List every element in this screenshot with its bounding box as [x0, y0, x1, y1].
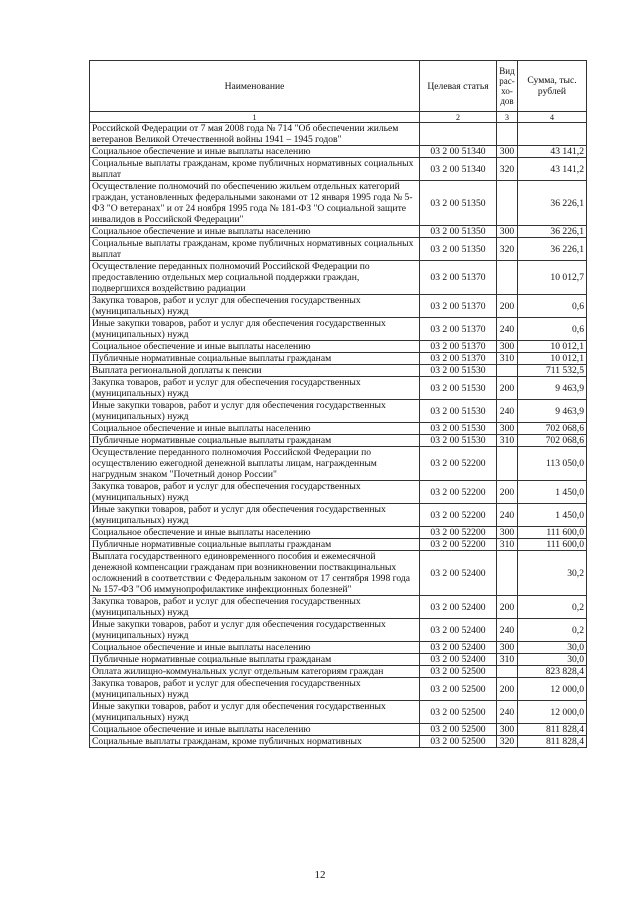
page-number: 12 — [314, 869, 326, 881]
row-code-cell: 03 2 00 51370 — [420, 341, 497, 353]
row-code-cell: 03 2 00 51350 — [420, 226, 497, 238]
row-code-cell: 03 2 00 51350 — [420, 181, 497, 226]
table-row — [90, 619, 587, 642]
table-body — [90, 123, 587, 748]
row-sum-cell: 36 226,1 — [518, 238, 587, 261]
table-row — [90, 295, 587, 318]
row-type-cell — [497, 181, 518, 226]
row-code-cell: 03 2 00 52200 — [420, 481, 497, 504]
row-type-cell: 240 — [497, 701, 518, 724]
table-row — [90, 447, 587, 481]
row-name-cell: Иные закупки товаров, работ и услуг для обеспечения государственных (муниципальных) нужд — [90, 701, 420, 724]
row-code-cell: 03 2 00 51530 — [420, 365, 497, 377]
table-row — [90, 123, 587, 146]
row-type-cell: 200 — [497, 377, 518, 400]
row-name-cell: Социальные выплаты гражданам, кроме публичных нормативных социальных выплат — [90, 158, 420, 181]
row-code-cell: 03 2 00 51370 — [420, 353, 497, 365]
table-row — [90, 642, 587, 654]
row-name-cell: Социальное обеспечение и иные выплаты населению — [90, 527, 420, 539]
row-type-cell: 320 — [497, 238, 518, 261]
row-sum-cell: 0,6 — [518, 318, 587, 341]
table-row — [90, 736, 587, 748]
row-name-cell: Иные закупки товаров, работ и услуг для обеспечения государственных (муниципальных) нужд — [90, 619, 420, 642]
row-type-cell — [497, 447, 518, 481]
row-sum-cell: 111 600,0 — [518, 527, 587, 539]
row-name-cell: Иные закупки товаров, работ и услуг для обеспечения государственных (муниципальных) нужд — [90, 400, 420, 423]
row-type-cell — [497, 365, 518, 377]
row-name-cell: Оплата жилищно-коммунальных услуг отдельным категориям граждан — [90, 666, 420, 678]
row-code-cell: 03 2 00 51340 — [420, 146, 497, 158]
table-row — [90, 181, 587, 226]
row-code-cell: 03 2 00 52200 — [420, 447, 497, 481]
table-row — [90, 146, 587, 158]
row-type-cell: 320 — [497, 736, 518, 748]
row-code-cell: 03 2 00 52500 — [420, 678, 497, 701]
row-code-cell: 03 2 00 51370 — [420, 261, 497, 295]
column-number: 4 — [518, 112, 587, 123]
header-code: Целевая статья — [420, 61, 497, 112]
row-sum-cell: 36 226,1 — [518, 226, 587, 238]
row-name-cell: Социальное обеспечение и иные выплаты населению — [90, 642, 420, 654]
row-code-cell: 03 2 00 51370 — [420, 318, 497, 341]
table-row — [90, 596, 587, 619]
row-name-cell: Осуществление переданного полномочия Российской Федерации по осуществлению ежегодной денежной выплаты лицам, награжденным нагрудным знаком "Почетный донор России" — [90, 447, 420, 481]
row-code-cell: 03 2 00 52400 — [420, 619, 497, 642]
row-type-cell: 300 — [497, 423, 518, 435]
row-code-cell: 03 2 00 51530 — [420, 423, 497, 435]
row-name-cell: Закупка товаров, работ и услуг для обеспечения государственных (муниципальных) нужд — [90, 377, 420, 400]
row-code-cell: 03 2 00 51530 — [420, 435, 497, 447]
row-name-cell: Закупка товаров, работ и услуг для обеспечения государственных (муниципальных) нужд — [90, 678, 420, 701]
row-type-cell: 240 — [497, 504, 518, 527]
row-name-cell: Выплата региональной доплаты к пенсии — [90, 365, 420, 377]
row-code-cell: 03 2 00 51370 — [420, 295, 497, 318]
column-number: 3 — [497, 112, 518, 123]
table-row — [90, 435, 587, 447]
row-name-cell: Осуществление переданных полномочий Российской Федерации по предоставлению отдельных мер социальной поддержки граждан, подвергшихся воздействию радиации — [90, 261, 420, 295]
row-sum-cell: 113 050,0 — [518, 447, 587, 481]
row-code-cell — [420, 123, 497, 146]
row-name-cell: Социальные выплаты гражданам, кроме публичных нормативных социальных выплат — [90, 238, 420, 261]
row-type-cell: 300 — [497, 341, 518, 353]
header-type: Вид рас-хо-дов — [497, 61, 518, 112]
row-type-cell: 300 — [497, 527, 518, 539]
row-code-cell: 03 2 00 51340 — [420, 158, 497, 181]
column-number: 1 — [90, 112, 420, 123]
row-code-cell: 03 2 00 51530 — [420, 377, 497, 400]
row-sum-cell: 711 532,5 — [518, 365, 587, 377]
row-code-cell: 03 2 00 52500 — [420, 701, 497, 724]
row-code-cell: 03 2 00 51350 — [420, 238, 497, 261]
row-type-cell — [497, 261, 518, 295]
row-sum-cell: 43 141,2 — [518, 146, 587, 158]
row-name-cell: Российской Федерации от 7 мая 2008 года № 714 "Об обеспечении жильем ветеранов Великой Отечественной войны 1941 – 1945 годов" — [90, 123, 420, 146]
row-sum-cell: 111 600,0 — [518, 539, 587, 551]
row-name-cell: Иные закупки товаров, работ и услуг для обеспечения государственных (муниципальных) нужд — [90, 504, 420, 527]
row-name-cell: Иные закупки товаров, работ и услуг для обеспечения государственных (муниципальных) нужд — [90, 318, 420, 341]
row-code-cell: 03 2 00 52400 — [420, 642, 497, 654]
table-row — [90, 226, 587, 238]
row-code-cell: 03 2 00 52200 — [420, 504, 497, 527]
row-code-cell: 03 2 00 52500 — [420, 736, 497, 748]
row-sum-cell: 43 141,2 — [518, 158, 587, 181]
table-row — [90, 158, 587, 181]
table-row — [90, 551, 587, 596]
table-row — [90, 539, 587, 551]
row-code-cell: 03 2 00 52400 — [420, 551, 497, 596]
row-name-cell: Социальное обеспечение и иные выплаты населению — [90, 226, 420, 238]
row-name-cell: Социальное обеспечение и иные выплаты населению — [90, 423, 420, 435]
table-row — [90, 318, 587, 341]
table-row — [90, 654, 587, 666]
table-row — [90, 504, 587, 527]
row-name-cell: Закупка товаров, работ и услуг для обеспечения государственных (муниципальных) нужд — [90, 596, 420, 619]
table-row — [90, 353, 587, 365]
row-type-cell: 310 — [497, 435, 518, 447]
row-code-cell: 03 2 00 52200 — [420, 539, 497, 551]
row-sum-cell: 30,0 — [518, 654, 587, 666]
row-sum-cell: 0,6 — [518, 295, 587, 318]
row-code-cell: 03 2 00 52500 — [420, 666, 497, 678]
row-type-cell: 300 — [497, 724, 518, 736]
row-type-cell: 200 — [497, 295, 518, 318]
row-name-cell: Социальное обеспечение и иные выплаты населению — [90, 341, 420, 353]
table-row — [90, 666, 587, 678]
row-type-cell: 310 — [497, 539, 518, 551]
table-row — [90, 423, 587, 435]
row-sum-cell: 30,0 — [518, 642, 587, 654]
table-row — [90, 701, 587, 724]
table-row — [90, 341, 587, 353]
row-code-cell: 03 2 00 51530 — [420, 400, 497, 423]
row-name-cell: Публичные нормативные социальные выплаты гражданам — [90, 654, 420, 666]
budget-table — [89, 60, 587, 748]
row-name-cell: Публичные нормативные социальные выплаты гражданам — [90, 539, 420, 551]
row-type-cell: 200 — [497, 678, 518, 701]
row-type-cell: 310 — [497, 353, 518, 365]
row-sum-cell: 30,2 — [518, 551, 587, 596]
row-code-cell: 03 2 00 52400 — [420, 596, 497, 619]
row-type-cell: 240 — [497, 619, 518, 642]
row-type-cell: 240 — [497, 400, 518, 423]
row-sum-cell: 9 463,9 — [518, 377, 587, 400]
row-code-cell: 03 2 00 52400 — [420, 654, 497, 666]
row-sum-cell: 811 828,4 — [518, 736, 587, 748]
row-sum-cell: 1 450,0 — [518, 504, 587, 527]
row-name-cell: Осуществление полномочий по обеспечению жильем отдельных категорий граждан, установленных федеральными законами от 12 января 1995 года № 5-ФЗ "О ветеранах" и от 24 ноября 1995 года № 181-ФЗ "О социальной защите инвалидов в Российской Федерации" — [90, 181, 420, 226]
header-sum: Сумма, тыс. рублей — [518, 61, 587, 112]
table-header-row — [90, 61, 587, 112]
table-row — [90, 261, 587, 295]
row-name-cell: Социальные выплаты гражданам, кроме публичных нормативных — [90, 736, 420, 748]
row-type-cell: 200 — [497, 596, 518, 619]
row-sum-cell: 702 068,6 — [518, 423, 587, 435]
row-type-cell — [497, 123, 518, 146]
row-sum-cell: 10 012,1 — [518, 341, 587, 353]
row-sum-cell: 1 450,0 — [518, 481, 587, 504]
row-sum-cell: 9 463,9 — [518, 400, 587, 423]
table-row — [90, 377, 587, 400]
row-sum-cell: 702 068,6 — [518, 435, 587, 447]
table-row — [90, 365, 587, 377]
row-sum-cell: 811 828,4 — [518, 724, 587, 736]
row-type-cell: 300 — [497, 146, 518, 158]
row-type-cell: 300 — [497, 226, 518, 238]
header-name: Наименование — [90, 61, 420, 112]
row-name-cell: Закупка товаров, работ и услуг для обеспечения государственных (муниципальных) нужд — [90, 481, 420, 504]
column-number-row — [90, 112, 587, 123]
table-row — [90, 481, 587, 504]
row-sum-cell: 12 000,0 — [518, 678, 587, 701]
table-row — [90, 527, 587, 539]
table-row — [90, 238, 587, 261]
table-row — [90, 678, 587, 701]
row-name-cell: Социальное обеспечение и иные выплаты населению — [90, 724, 420, 736]
row-type-cell: 200 — [497, 481, 518, 504]
row-sum-cell: 36 226,1 — [518, 181, 587, 226]
row-sum-cell: 0,2 — [518, 596, 587, 619]
row-name-cell: Закупка товаров, работ и услуг для обеспечения государственных (муниципальных) нужд — [90, 295, 420, 318]
row-sum-cell: 10 012,1 — [518, 353, 587, 365]
row-sum-cell — [518, 123, 587, 146]
row-name-cell: Выплата государственного единовременного пособия и ежемесячной денежной компенсации гражданам при возникновении поствакцинальных осложнений в соответствии с Федеральным законом от 17 сентября 1998 года № 157-ФЗ "Об иммунопрофилактике инфекционных болезней" — [90, 551, 420, 596]
table-row — [90, 400, 587, 423]
row-type-cell — [497, 666, 518, 678]
row-sum-cell: 10 012,7 — [518, 261, 587, 295]
row-sum-cell: 823 828,4 — [518, 666, 587, 678]
row-type-cell: 320 — [497, 158, 518, 181]
row-type-cell: 240 — [497, 318, 518, 341]
row-type-cell: 300 — [497, 642, 518, 654]
row-type-cell: 310 — [497, 654, 518, 666]
row-sum-cell: 0,2 — [518, 619, 587, 642]
row-type-cell — [497, 551, 518, 596]
row-sum-cell: 12 000,0 — [518, 701, 587, 724]
row-name-cell: Социальное обеспечение и иные выплаты населению — [90, 146, 420, 158]
row-code-cell: 03 2 00 52500 — [420, 724, 497, 736]
table-row — [90, 724, 587, 736]
column-number: 2 — [420, 112, 497, 123]
row-code-cell: 03 2 00 52200 — [420, 527, 497, 539]
row-name-cell: Публичные нормативные социальные выплаты гражданам — [90, 353, 420, 365]
row-name-cell: Публичные нормативные социальные выплаты гражданам — [90, 435, 420, 447]
